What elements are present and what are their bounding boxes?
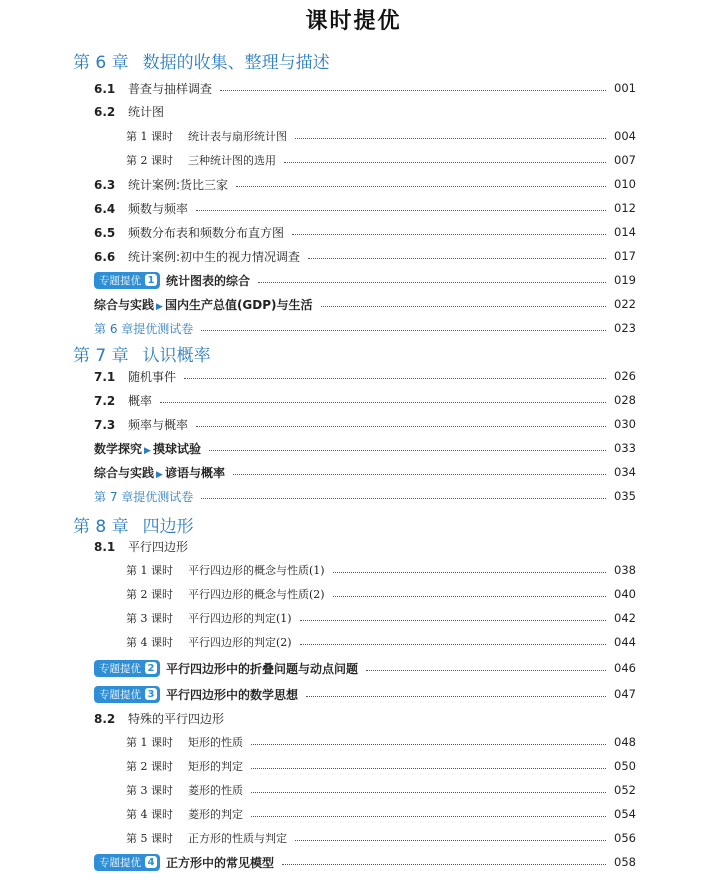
section-number: 7.2 (94, 393, 116, 408)
leader-dots (306, 696, 606, 697)
page-number: 004 (614, 129, 636, 143)
page-number: 001 (614, 81, 636, 95)
entry-title: 平行四边形的概念与性质(1) (188, 564, 325, 577)
page-number: 046 (614, 661, 636, 675)
toc-entry[interactable] (94, 222, 636, 242)
entry-title: 平行四边形的判定(2) (188, 636, 292, 649)
toc-entry[interactable] (94, 366, 636, 386)
toc-entry[interactable] (126, 584, 636, 604)
toc-entry[interactable] (94, 294, 636, 314)
entry-title: 菱形的性质 (188, 784, 243, 797)
badge-number: 2 (145, 662, 157, 674)
toc-entry[interactable] (126, 560, 636, 580)
topic-badge: 专题提优 2 (94, 660, 160, 677)
page-number: 038 (614, 563, 636, 577)
toc-entry[interactable] (94, 708, 636, 728)
entry-title: 特殊的平行四边形 (128, 711, 225, 726)
page-number: 054 (614, 807, 636, 821)
toc-entry[interactable] (94, 414, 636, 434)
leader-dots (201, 498, 606, 499)
page-number: 012 (614, 201, 636, 215)
leader-dots (196, 210, 606, 211)
page-number: 048 (614, 735, 636, 749)
toc-entry[interactable] (94, 174, 636, 194)
toc-entry[interactable] (126, 608, 636, 628)
entry-title: 统计表与扇形统计图 (188, 130, 287, 143)
page-number: 010 (614, 177, 636, 191)
toc-entry[interactable] (94, 246, 636, 266)
section-number: 6.1 (94, 81, 116, 96)
page-number: 047 (614, 687, 636, 701)
topic-badge: 专题提优 1 (94, 272, 160, 289)
section-number: 7.3 (94, 417, 116, 432)
triangle-icon: ▶ (156, 469, 163, 480)
lesson-number: 第 4 课时 (126, 636, 173, 649)
leader-dots (284, 162, 606, 163)
lesson-number: 第 2 课时 (126, 760, 173, 773)
triangle-icon: ▶ (156, 301, 163, 312)
toc-entry[interactable] (94, 318, 636, 338)
leader-dots (295, 138, 606, 139)
leader-dots (196, 426, 606, 427)
leader-dots (220, 90, 606, 91)
page-number: 030 (614, 417, 636, 431)
entry-title: 矩形的判定 (188, 760, 243, 773)
page-number: 035 (614, 489, 636, 503)
page-number: 050 (614, 759, 636, 773)
page-number: 019 (614, 273, 636, 287)
toc-entry[interactable] (94, 270, 636, 290)
page-number: 026 (614, 369, 636, 383)
page-number: 028 (614, 393, 636, 407)
section-number: 6.4 (94, 201, 116, 216)
page-number: 040 (614, 587, 636, 601)
leader-dots (251, 816, 606, 817)
badge-number: 3 (145, 688, 157, 700)
entry-title: 矩形的性质 (188, 736, 243, 749)
entry-title: 统计案例:货比三家 (128, 177, 229, 192)
topic-badge: 专题提优 4 (94, 854, 160, 871)
lesson-number: 第 1 课时 (126, 564, 173, 577)
lesson-number: 第 2 课时 (126, 588, 173, 601)
page-number: 044 (614, 635, 636, 649)
page-number: 033 (614, 441, 636, 455)
toc-entry[interactable] (94, 462, 636, 482)
page-number: 022 (614, 297, 636, 311)
entry-title: 频数与频率 (128, 201, 189, 216)
entry-title: 平行四边形中的折叠问题与动点问题 (166, 661, 359, 676)
toc-entry[interactable] (94, 486, 636, 506)
leader-dots (292, 234, 606, 235)
entry-title: 统计案例:初中生的视力情况调查 (128, 249, 301, 264)
section-number: 6.3 (94, 177, 116, 192)
chapter-test-title: 第 6 章提优测试卷 (94, 321, 194, 336)
entry-title: 平行四边形中的数学思想 (166, 687, 299, 702)
triangle-icon: ▶ (144, 445, 151, 456)
entry-title: 普查与抽样调查 (128, 81, 213, 96)
leader-dots (251, 744, 606, 745)
leader-dots (251, 792, 606, 793)
leader-dots (201, 330, 606, 331)
entry-title: 平行四边形的概念与性质(2) (188, 588, 325, 601)
section-number: 8.1 (94, 539, 116, 554)
section-number: 7.1 (94, 369, 116, 384)
section-number: 6.5 (94, 225, 116, 240)
page-number: 034 (614, 465, 636, 479)
entry-title: 频数分布表和频数分布直方图 (128, 225, 285, 240)
page-number: 058 (614, 855, 636, 869)
toc-entry[interactable] (126, 732, 636, 752)
entry-title: 三种统计图的选用 (188, 154, 276, 167)
lesson-number: 第 1 课时 (126, 736, 173, 749)
entry-title: 平行四边形 (128, 539, 189, 554)
entry-title: 正方形中的常见模型 (166, 855, 275, 870)
leader-dots (366, 670, 606, 671)
entry-title: 随机事件 (128, 369, 177, 384)
page-number: 017 (614, 249, 636, 263)
leader-dots (233, 474, 606, 475)
entry-title: 国内生产总值(GDP)与生活 (164, 297, 313, 312)
toc-entry[interactable] (94, 101, 636, 121)
toc-entry[interactable] (94, 390, 636, 410)
badge-number: 4 (145, 856, 157, 868)
toc-entry[interactable] (94, 438, 636, 458)
entry-title: 频率与概率 (128, 417, 189, 432)
toc-entry[interactable] (126, 632, 636, 652)
entry-category: 综合与实践 (94, 297, 155, 312)
toc-entry[interactable] (126, 150, 636, 170)
page-number: 007 (614, 153, 636, 167)
page-number: 014 (614, 225, 636, 239)
leader-dots (295, 840, 606, 841)
entry-title: 统计图表的综合 (166, 273, 251, 288)
chapter-heading-6: 第 6 章 数据的收集、整理与描述 (73, 53, 330, 73)
leader-dots (282, 864, 606, 865)
leader-dots (209, 450, 606, 451)
lesson-number: 第 5 课时 (126, 832, 173, 845)
badge-number: 1 (145, 274, 157, 286)
leader-dots (308, 258, 606, 259)
entry-title: 概率 (128, 393, 153, 408)
topic-badge: 专题提优 3 (94, 686, 160, 703)
chapter-heading-7: 第 7 章 认识概率 (73, 346, 211, 366)
entry-title: 平行四边形的判定(1) (188, 612, 292, 625)
toc-entry[interactable] (126, 126, 636, 146)
lesson-number: 第 3 课时 (126, 784, 173, 797)
toc-entry[interactable] (126, 756, 636, 776)
page-number: 052 (614, 783, 636, 797)
entry-title: 谚语与概率 (164, 465, 225, 480)
section-number: 8.2 (94, 711, 116, 726)
chapter-test-title: 第 7 章提优测试卷 (94, 489, 194, 504)
leader-dots (184, 378, 606, 379)
leader-dots (300, 644, 606, 645)
page-number: 042 (614, 611, 636, 625)
page-title: 课时提优 (305, 8, 402, 34)
leader-dots (236, 186, 606, 187)
toc-entry[interactable] (94, 78, 636, 98)
leader-dots (333, 596, 606, 597)
leader-dots (321, 306, 606, 307)
entry-category: 综合与实践 (94, 465, 155, 480)
chapter-heading-8: 第 8 章 四边形 (73, 517, 194, 537)
section-number: 6.2 (94, 104, 116, 119)
leader-dots (258, 282, 606, 283)
lesson-number: 第 4 课时 (126, 808, 173, 821)
page-number: 056 (614, 831, 636, 845)
toc-entry[interactable] (126, 780, 636, 800)
toc-entry[interactable] (94, 536, 636, 556)
entry-title: 统计图 (128, 104, 165, 119)
toc-entry[interactable] (126, 804, 636, 824)
lesson-number: 第 2 课时 (126, 154, 173, 167)
leader-dots (300, 620, 606, 621)
entry-category: 数学探究 (94, 441, 143, 456)
entry-title: 摸球试验 (152, 441, 201, 456)
leader-dots (333, 572, 606, 573)
lesson-number: 第 1 课时 (126, 130, 173, 143)
toc-entry[interactable] (94, 658, 636, 678)
entry-title: 正方形的性质与判定 (188, 832, 287, 845)
section-number: 6.6 (94, 249, 116, 264)
leader-dots (251, 768, 606, 769)
toc-entry[interactable] (94, 852, 636, 872)
leader-dots (160, 402, 606, 403)
toc-entry[interactable] (126, 828, 636, 848)
lesson-number: 第 3 课时 (126, 612, 173, 625)
toc-entry[interactable] (94, 198, 636, 218)
page-number: 023 (614, 321, 636, 335)
toc-entry[interactable] (94, 684, 636, 704)
entry-title: 菱形的判定 (188, 808, 243, 821)
